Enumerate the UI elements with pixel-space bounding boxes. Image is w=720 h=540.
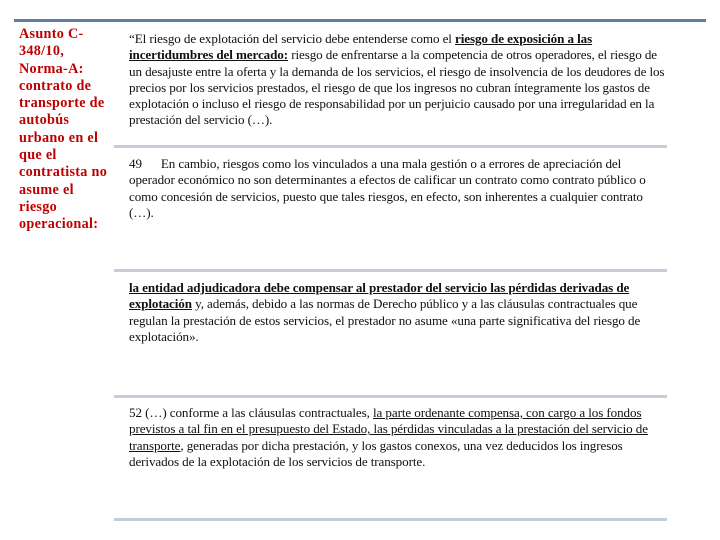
top-rule bbox=[14, 19, 706, 22]
quote-rest: , generadas por dicha prestación, y los gastos conexos, una vez deducidos los ingresos derivados de la explotación de los servicios de transporte. bbox=[129, 437, 623, 469]
quote-lead: 52 (…) conforme a las cláusulas contractuales, bbox=[129, 405, 373, 420]
quote-rest: riesgo de enfrentarse a la competencia de otros operadores, el riesgo de un desajuste entre la oferta y la demanda de los servicios, el riesgo de insolvencia de los deudores de los precios por los servicios prestados, el riesgo de que los ingresos no cubran íntegramente los gastos de explotación o incluso el riesgo de responsabilidad por un perjuicio causado por una irregularidad en la prestación del servicio (…). bbox=[129, 47, 665, 128]
quote-underlined: la parte ordenante compensa, con cargo a los fondos previstos a tal fin en el presupuesto del Estado, las pérdidas vinculadas a la prestación del servicio de transporte bbox=[129, 405, 648, 453]
quote-rest: y, además, debido a las normas de Derecho público y a las cláusulas contractuales que regulan la prestación de estos servicios, el prestador no asume «una parte significativa del riesgo de explotación». bbox=[129, 296, 641, 344]
quote-text: En cambio, riesgos como los vinculados a una mala gestión o a errores de apreciación del operador económico no son determinantes a efectos de calificar un contrato como contrato público o como concesión de servicios, puesto que tales riesgos, en efecto, son inherentes a cualquier contrato (…). bbox=[129, 156, 646, 220]
row-divider bbox=[114, 145, 667, 148]
row-divider bbox=[114, 395, 667, 398]
quote-lead: “El riesgo de explotación del servicio debe entenderse como el bbox=[129, 31, 456, 46]
quote-compensation bbox=[129, 280, 669, 345]
quote-risk-definition bbox=[129, 31, 669, 129]
quote-paragraph-52 bbox=[129, 405, 669, 470]
side-heading: Asunto C-348/10, Norma-A: contrato de transporte de autobús urbano en el que el contratista no asume el riesgo operacional: bbox=[19, 26, 108, 233]
row-divider bbox=[114, 269, 667, 272]
quote-emphasis: la entidad adjudicadora debe compensar al prestador del servicio las pérdidas derivadas de explotación bbox=[129, 280, 630, 312]
paragraph-number: 49 bbox=[129, 156, 142, 171]
quote-paragraph-49 bbox=[129, 156, 669, 221]
quote-emphasis: riesgo de exposición a las incertidumbres del mercado: bbox=[129, 31, 593, 63]
row-divider bbox=[114, 518, 667, 521]
